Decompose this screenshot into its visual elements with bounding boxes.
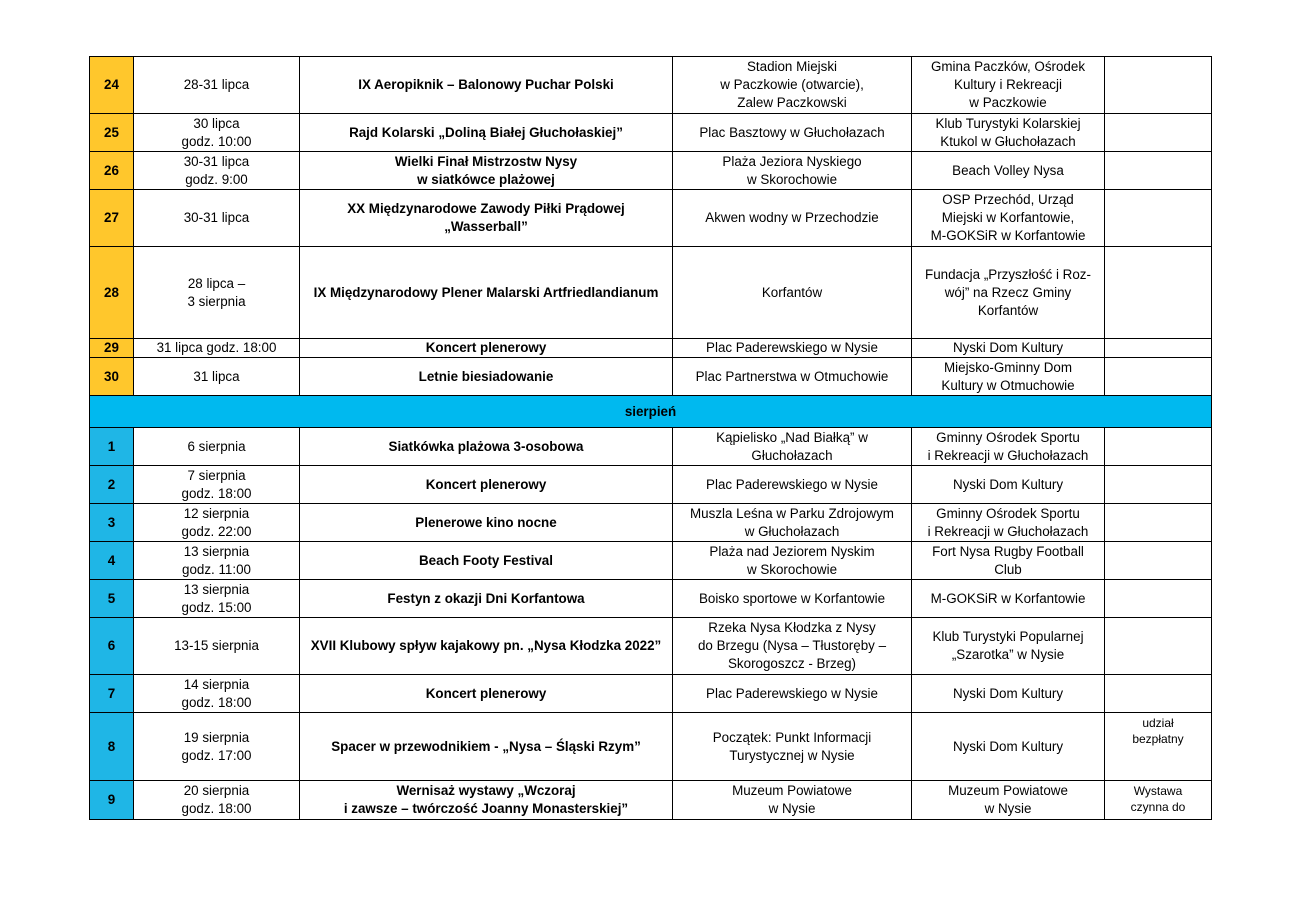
event-number: 8 — [90, 713, 134, 781]
event-title: Siatkówka plażowa 3-osobowa — [300, 428, 673, 466]
event-note — [1105, 504, 1212, 542]
event-title: Beach Footy Festival — [300, 542, 673, 580]
event-place: Plaża nad Jeziorem Nyskim w Skorochowie — [673, 542, 912, 580]
event-organizer: Nyski Dom Kultury — [912, 466, 1105, 504]
event-note — [1105, 339, 1212, 358]
event-organizer: Nyski Dom Kultury — [912, 339, 1105, 358]
event-note: Wystawa czynna do — [1105, 781, 1212, 820]
event-title: Wielki Finał Mistrzostw Nysy w siatkówce plażowej — [300, 152, 673, 190]
event-place: Plac Basztowy w Głuchołazach — [673, 114, 912, 152]
event-title: Plenerowe kino nocne — [300, 504, 673, 542]
events-table — [89, 56, 1212, 820]
event-place: Plac Partnerstwa w Otmuchowie — [673, 358, 912, 396]
event-place: Korfantów — [673, 247, 912, 339]
event-date: 13 sierpnia godz. 15:00 — [134, 580, 300, 618]
event-title: Letnie biesiadowanie — [300, 358, 673, 396]
event-place: Rzeka Nysa Kłodzka z Nysy do Brzegu (Nysa – Tłustoręby – Skorogoszcz - Brzeg) — [673, 618, 912, 675]
table-row — [90, 428, 1212, 466]
event-place: Muzeum Powiatowe w Nysie — [673, 781, 912, 820]
table-row — [90, 580, 1212, 618]
event-place: Stadion Miejski w Paczkowie (otwarcie), Zalew Paczkowski — [673, 57, 912, 114]
event-title: XX Międzynarodowe Zawody Piłki Prądowej „Wasserball” — [300, 190, 673, 247]
event-note — [1105, 428, 1212, 466]
event-title: Rajd Kolarski „Doliną Białej Głuchołaskiej” — [300, 114, 673, 152]
table-row — [90, 114, 1212, 152]
event-date: 31 lipca godz. 18:00 — [134, 339, 300, 358]
table-row — [90, 190, 1212, 247]
event-place: Początek: Punkt Informacji Turystycznej w Nysie — [673, 713, 912, 781]
event-note — [1105, 675, 1212, 713]
event-note — [1105, 57, 1212, 114]
event-date: 7 sierpnia godz. 18:00 — [134, 466, 300, 504]
event-title: IX Aeropiknik – Balonowy Puchar Polski — [300, 57, 673, 114]
event-organizer: Klub Turystyki Popularnej „Szarotka” w Nysie — [912, 618, 1105, 675]
event-organizer: Muzeum Powiatowe w Nysie — [912, 781, 1105, 820]
event-date: 30-31 lipca godz. 9:00 — [134, 152, 300, 190]
event-date: 12 sierpnia godz. 22:00 — [134, 504, 300, 542]
event-number: 4 — [90, 542, 134, 580]
event-number: 7 — [90, 675, 134, 713]
table-row — [90, 358, 1212, 396]
table-row — [90, 339, 1212, 358]
event-note — [1105, 247, 1212, 339]
event-note — [1105, 152, 1212, 190]
event-place: Kąpielisko „Nad Białką” w Głuchołazach — [673, 428, 912, 466]
event-note — [1105, 580, 1212, 618]
event-number: 28 — [90, 247, 134, 339]
event-date: 31 lipca — [134, 358, 300, 396]
event-number: 2 — [90, 466, 134, 504]
event-note — [1105, 358, 1212, 396]
event-organizer: Gminny Ośrodek Sportu i Rekreacji w Głuchołazach — [912, 428, 1105, 466]
event-number: 26 — [90, 152, 134, 190]
event-date: 6 sierpnia — [134, 428, 300, 466]
event-title: Koncert plenerowy — [300, 339, 673, 358]
event-title: Koncert plenerowy — [300, 466, 673, 504]
table-row — [90, 675, 1212, 713]
event-date: 13 sierpnia godz. 11:00 — [134, 542, 300, 580]
event-note — [1105, 542, 1212, 580]
table-row — [90, 542, 1212, 580]
event-organizer: Fundacja „Przyszłość i Roz- wój” na Rzecz Gminy Korfantów — [912, 247, 1105, 339]
table-row — [90, 247, 1212, 339]
event-number: 1 — [90, 428, 134, 466]
event-number: 27 — [90, 190, 134, 247]
table-row — [90, 466, 1212, 504]
event-date: 30-31 lipca — [134, 190, 300, 247]
event-organizer: Gmina Paczków, Ośrodek Kultury i Rekreacji w Paczkowie — [912, 57, 1105, 114]
event-note: udział bezpłatny — [1105, 713, 1212, 781]
event-organizer: Fort Nysa Rugby Football Club — [912, 542, 1105, 580]
event-place: Muszla Leśna w Parku Zdrojowym w Głuchołazach — [673, 504, 912, 542]
event-organizer: Nyski Dom Kultury — [912, 713, 1105, 781]
event-date: 19 sierpnia godz. 17:00 — [134, 713, 300, 781]
event-date: 28-31 lipca — [134, 57, 300, 114]
event-date: 30 lipca godz. 10:00 — [134, 114, 300, 152]
event-date: 20 sierpnia godz. 18:00 — [134, 781, 300, 820]
event-place: Plaża Jeziora Nyskiego w Skorochowie — [673, 152, 912, 190]
event-number: 30 — [90, 358, 134, 396]
event-note — [1105, 618, 1212, 675]
event-number: 29 — [90, 339, 134, 358]
event-number: 5 — [90, 580, 134, 618]
event-note — [1105, 114, 1212, 152]
event-title: Festyn z okazji Dni Korfantowa — [300, 580, 673, 618]
event-title: Spacer w przewodnikiem - „Nysa – Śląski Rzym” — [300, 713, 673, 781]
event-organizer: Miejsko-Gminny Dom Kultury w Otmuchowie — [912, 358, 1105, 396]
table-row — [90, 152, 1212, 190]
event-date: 28 lipca – 3 sierpnia — [134, 247, 300, 339]
event-number: 24 — [90, 57, 134, 114]
event-organizer: Beach Volley Nysa — [912, 152, 1105, 190]
event-place: Boisko sportowe w Korfantowie — [673, 580, 912, 618]
event-organizer: Klub Turystyki Kolarskiej Ktukol w Głuchołazach — [912, 114, 1105, 152]
event-date: 13-15 sierpnia — [134, 618, 300, 675]
table-row — [90, 713, 1212, 781]
event-title: IX Międzynarodowy Plener Malarski Artfriedlandianum — [300, 247, 673, 339]
event-title: Koncert plenerowy — [300, 675, 673, 713]
event-title: XVII Klubowy spływ kajakowy pn. „Nysa Kłodzka 2022” — [300, 618, 673, 675]
table-row — [90, 57, 1212, 114]
table-row — [90, 781, 1212, 820]
event-number: 6 — [90, 618, 134, 675]
table-row — [90, 504, 1212, 542]
month-header-row — [90, 396, 1212, 428]
event-note — [1105, 466, 1212, 504]
event-date: 14 sierpnia godz. 18:00 — [134, 675, 300, 713]
event-title: Wernisaż wystawy „Wczoraj i zawsze – twórczość Joanny Monasterskiej” — [300, 781, 673, 820]
event-place: Akwen wodny w Przechodzie — [673, 190, 912, 247]
event-place: Plac Paderewskiego w Nysie — [673, 675, 912, 713]
event-organizer: Nyski Dom Kultury — [912, 675, 1105, 713]
event-note — [1105, 190, 1212, 247]
event-number: 25 — [90, 114, 134, 152]
table-row — [90, 618, 1212, 675]
month-header: sierpień — [90, 396, 1212, 428]
event-organizer: Gminny Ośrodek Sportu i Rekreacji w Głuchołazach — [912, 504, 1105, 542]
event-organizer: OSP Przechód, Urząd Miejski w Korfantowie, M-GOKSiR w Korfantowie — [912, 190, 1105, 247]
event-place: Plac Paderewskiego w Nysie — [673, 466, 912, 504]
event-number: 9 — [90, 781, 134, 820]
event-place: Plac Paderewskiego w Nysie — [673, 339, 912, 358]
event-number: 3 — [90, 504, 134, 542]
event-organizer: M-GOKSiR w Korfantowie — [912, 580, 1105, 618]
